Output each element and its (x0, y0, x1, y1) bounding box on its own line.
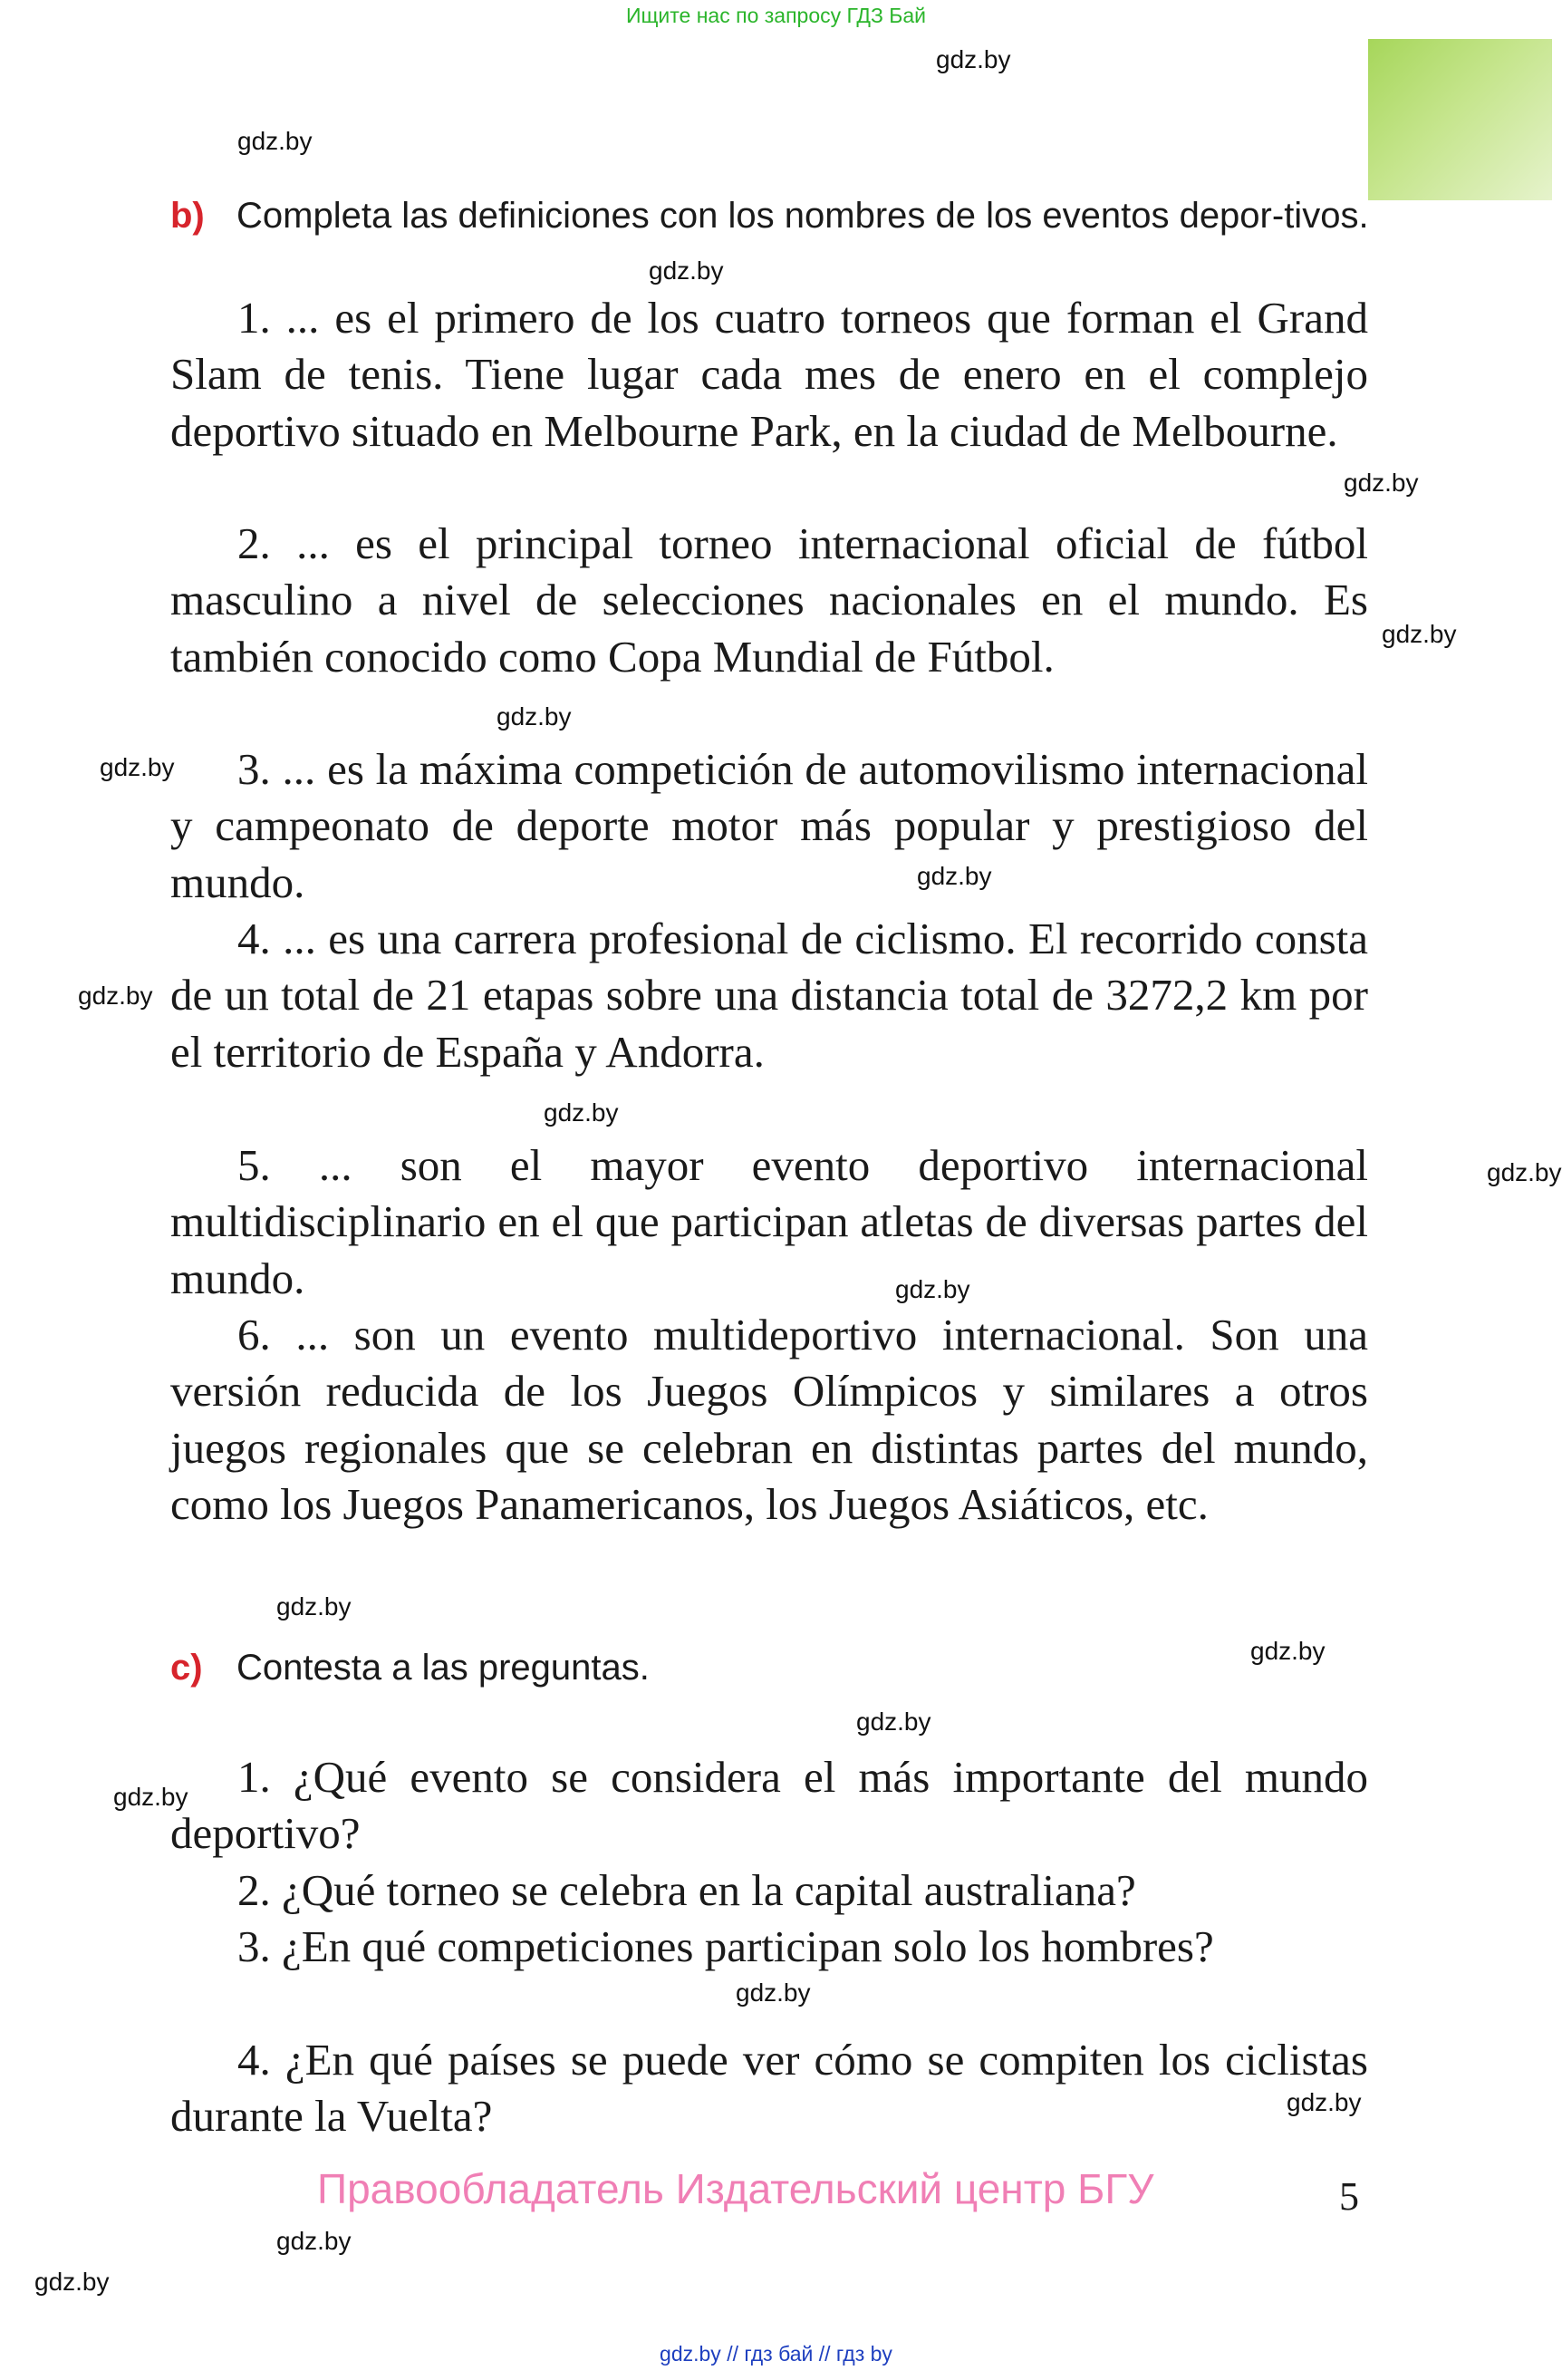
definition-item (170, 741, 1368, 911)
footer-links[interactable]: gdz.by // гдз бай // гдз by (660, 2342, 892, 2365)
item-text: ... es el primero de los cuatro torneos que forman el Grand Slam de tenis. Tiene lugar cada mes de enero en el complejo deportivo situado en Melbourne Park, en la ciudad de Melbourne. (170, 293, 1368, 456)
item-number: 5. (237, 1140, 271, 1190)
watermark: gdz.by (1287, 2088, 1362, 2116)
watermark: gdz.by (276, 1592, 352, 1621)
question-text: ¿En qué competiciones participan solo los hombres? (282, 1921, 1214, 1971)
item-number: 1. (237, 293, 271, 343)
task-c-instruction: Contesta a las preguntas. (236, 1648, 650, 1688)
watermark: gdz.by (917, 862, 992, 890)
watermark: gdz.by (113, 1783, 188, 1811)
watermark: gdz.by (1250, 1637, 1326, 1665)
item-text: ... son un evento multideportivo internacional. Son una versión reducida de los Juegos Olímpicos y similares a otros juegos regionales que se celebran en distintas partes del mundo, como los Juegos Panamericanos, los Juegos Asiáticos, etc. (170, 1310, 1369, 1529)
item-number: 2. (237, 518, 271, 568)
watermark: gdz.by (100, 753, 175, 781)
task-c-heading (170, 1644, 1375, 1692)
definition-item (170, 516, 1368, 685)
question-item (170, 1749, 1368, 1862)
watermark: gdz.by (856, 1708, 931, 1736)
corner-decoration (1368, 39, 1552, 200)
item-text: ... es el principal torneo internacional oficial de fútbol masculino a nivel de selecciones nacionales en el mundo. Es también conocido como Copa Mundial de Fútbol. (170, 518, 1369, 682)
watermark: gdz.by (34, 2268, 110, 2296)
definition-item (170, 1307, 1368, 1533)
question-text: ¿En qué países se puede ver cómo se compiten los ciclistas durante la Vuelta? (170, 2035, 1368, 2142)
question-text: ¿Qué torneo se celebra en la capital australiana? (282, 1865, 1136, 1915)
task-c-label: c) (170, 1648, 203, 1688)
watermark: gdz.by (895, 1275, 970, 1303)
watermark: gdz.by (736, 1978, 811, 2007)
item-number: 4. (237, 914, 271, 963)
watermark: gdz.by (649, 256, 724, 285)
item-number: 3. (237, 744, 271, 794)
question-item (170, 1862, 1368, 1919)
item-text: ... es una carrera profesional de ciclismo. El recorrido consta de un total de 21 etapas sobre una distancia total de 3272,2 km por el territorio de España y Andorra. (170, 914, 1368, 1077)
question-item (170, 2032, 1368, 2145)
question-number: 2. (237, 1865, 271, 1915)
watermark: gdz.by (1344, 469, 1419, 497)
search-hint-link[interactable]: Ищите нас по запросу ГДЗ Бай (625, 4, 927, 27)
watermark: gdz.by (497, 702, 572, 730)
watermark: gdz.by (1487, 1158, 1562, 1186)
item-text: ... es la máxima competición de automovilismo internacional y campeonato de deporte motor más popular y prestigioso del mundo. (170, 744, 1369, 907)
item-text: ... son el mayor evento deportivo internacional multidisciplinario en el que participan atletas de diversas partes del mundo. (170, 1140, 1368, 1303)
watermark: gdz.by (78, 982, 153, 1010)
watermark: gdz.by (237, 127, 313, 155)
watermark: gdz.by (1382, 620, 1457, 648)
copyright-notice: Правообладатель Издательский центр БГУ (317, 2165, 1154, 2212)
definition-item (170, 911, 1368, 1080)
item-number: 6. (237, 1310, 271, 1359)
watermark: gdz.by (276, 2227, 352, 2255)
question-item (170, 1919, 1368, 1975)
watermark: gdz.by (544, 1098, 619, 1127)
page-number: 5 (1339, 2174, 1359, 2219)
definition-item (170, 290, 1368, 460)
question-text: ¿Qué evento se considera el más importante del mundo deportivo? (170, 1752, 1369, 1859)
question-number: 1. (237, 1752, 271, 1802)
watermark: gdz.by (936, 45, 1011, 73)
task-b-instruction: Completa las definiciones con los nombres de los eventos depor-tivos. (236, 196, 1369, 236)
definition-item (170, 1137, 1368, 1307)
question-number: 4. (237, 2035, 271, 2085)
question-number: 3. (237, 1921, 271, 1971)
task-b-label: b) (170, 196, 205, 236)
task-b-heading (170, 192, 1375, 240)
